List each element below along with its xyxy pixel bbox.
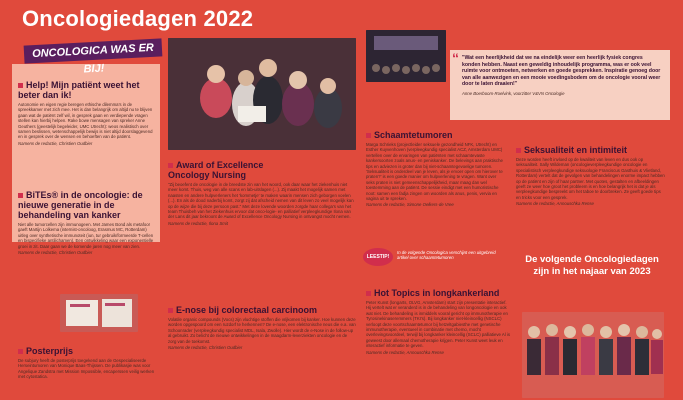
leestip-text: In de volgende Oncologica verschijnt een uitgebreid artikel over schaamtetumoren <box>397 250 496 261</box>
award-title: Award of Excellence Oncology Nursing <box>168 160 264 180</box>
quote-section <box>462 55 662 96</box>
enose-credit: Namens de redactie, Christien Oudbier <box>168 345 243 351</box>
help-body: Autonomie en eigen regie beregen ethische dilemma's in de spreekkamer met zich mee. Het is dan belangrijk om altijd nu te blijven gaan wat de patiënt zelf wil, in gesprek gaan en verdiepende vragen stellen kan hierbij helpen. Rake bowe mensagen van spreker Anne Geuthers (geestelijk begeleider, UMC Utrecht): weos realistisch over samen beslissen, wetenschappelijk bewijs is niet altijd doorslaggevend en in gesprek over de wensen en behoeften van de patiënt. <box>18 102 153 140</box>
seks-body: Deze worden heeft invloed op de kwaliteit van leven en dus ook op seksualiteit. Sally Wildeman (oncologieverpleegkundige oncologie en specialistisch verpleegkundige seksuologie Franciscus Gasthuis & Vlietland, Rotterdam) vertelt dat de gevolgen van behandelingen enorme impact hebben op de patiënt en zijn of haar partner. Met quotes, gestalten en afbeeldingen geeft ze weer hoe groot het probleem is en hoe belangrijk het is dat je als verpleegkundige bespreekt om het taboe te doorbreken. Ze geeft goede tips en tricks voor een gesprek. <box>516 157 665 200</box>
seks-section <box>516 145 666 206</box>
bites-body: Niet alle tumorcellen zijn immunogeen. Met James Bond als metafoor gaeft Martijn Lolkema (internist-oncoloog, Erasmus MC, Rotterdam) uitleg over synthetische immunoteit (iun, tur gebruik/formeerde T-cellen en bispecifieke antilichamen). Een ontwikkeling waar een exponentielle groei in zit. Daar gaan we de komende jaren nog meer van zien. <box>18 222 154 249</box>
leestip-badge: LEESTIP! <box>363 248 393 266</box>
poster-title: Posterprijs <box>18 346 156 356</box>
bites-title: BiTEs® in de oncologie: de nieuwe generatie in de behandeling van kanker <box>18 190 143 220</box>
seks-title: Seksualiteit en intimiteit <box>516 145 666 155</box>
quote-text: "Wat een heerlijkheid dat we na eindelijk weer een heerlijk fysiek congres konden hebben. Naast een geweldig inhoudelijk programma, was er ook veel ruimte voor ontmoeten, netwerken en goede gesprekken. Inspiratie genoeg door van alle aanwezigen en een mooie voedingsbodem om de oncologie vooral weer door te laten draaien!" <box>462 55 661 88</box>
schaamte-section <box>366 130 506 207</box>
bites-section <box>18 190 156 255</box>
bites-credit: Namens de redactie, Christien Oudbier <box>18 250 93 256</box>
schaamte-body: Marga Schrieks (projectleider seksuele gezondheid NFK, Utrecht) en Esther Kuyvenhoven (verpleegkundig specialist ACZ, Amsterdam UMC) vertellen over de ervaringen van patiënten met schaamtevaste kankersoorten zoals anus- en peniskanker. De belevings aan praktische tips en adviezen is groter dan bij niet-schaamtegevoelige tumoren. 'Seksualiteit is onderdeel van je leven, als je ervoer open om hierover te praten?' is een goede manier om hulpverlening te vragen. Want over seks praten is niet gemeenschappelijkheid, maar maag dan wel toestemming aan de patiënt. De sessie eindigt met een humoristische noot: samen een fadja zingen om woorden als anus, penis, vervia en vagina uit te spreken. <box>366 142 503 202</box>
poster-photo <box>60 294 138 332</box>
award-body: "Zij beoefent de oncologie in de breedste zin van het woord, ook daar waar het ziekenhuis niet meer komt. Thuis, weg van alle scans en lab-uitslagen (...). Zij maakt het mogelijk samen met naasten en andere hulpverleners het 'kommetje' te maken waarin mensen zich geborgen voelen (...). En als de dood naderbij komt, zorgt zij dat afscheid nemen van dit leven zo veel mogelijk kan op de wijze die bij deze persoon past." Met deze lovende woorden zorgde haar collega's van het team Thuisbeh van het Ziekenhuis ervoor dat onco-logie- en palliatief verpleegkundige Ilona van der Lans dit jaar bekroont de Award of Excellence Oncology Nursing in ontvangst mocht nemen. <box>168 182 354 220</box>
help-credit: Namens de redactie, Christien Oudbier <box>18 140 93 146</box>
hot-credit: Namens de redactie, Annouschka Rense <box>366 349 444 355</box>
enose-section <box>168 305 356 350</box>
award-section <box>168 160 356 226</box>
stage-photo <box>366 30 446 82</box>
enose-title: E-nose bij colorectaal carcinoom <box>168 305 356 315</box>
award-credit: Namens de redactie, Ilona Smit <box>168 220 228 226</box>
team-photo <box>522 312 664 398</box>
banner: ONCOLOGICA WAS ER BIJ! <box>24 38 163 63</box>
hot-title: Hot Topics in longkankerland <box>366 288 511 298</box>
schaamte-title: Schaamtetumoren <box>366 130 506 140</box>
page-title: Oncologiedagen 2022 <box>22 6 254 31</box>
hot-body: Peter Kunst (longarts, OLVG, Amsterdam) start zijn presentatie interactief. Hij vertelt wat er veranderd is in de behandeling van longoncologie en ook wat niet. De behandeling is inmiddels vooral gericht op immunotherapie en Tyrosinekinaseremmers (TKI's). Bij longkanker niet-kleincellig (NSCLC) verloopt deze voortschaamtetumor bij hetzeltgabiesthe met genetische immunotherapie, eventueel in combinatie met chemo, mocht overlevingsvoordeel, terwijl bij longkanker kleincellig (SCLC) palliatieve Al is geweest door allemaal chemotherapie krijgen. Peter Kunst weet leuk en interactief informatie te geven. <box>366 300 511 349</box>
poster-section <box>18 346 156 380</box>
quote-mark-icon: “ <box>452 50 459 66</box>
help-section <box>18 80 156 146</box>
next-edition: De volgende Oncologiedagen zijn in het najaar van 2023 <box>525 254 659 277</box>
help-title: Help! Mijn patiënt weet het beter dan ik! <box>18 80 140 100</box>
quote-author: Anne Boerboom-Roelvink, voorzitter V&VN Oncologie <box>462 90 565 96</box>
poster-body: De subjury heeft de posterprijs toegekend aan de Gespecialiseerde Herseintumoren van Monique Baas-Thijssen. De publikasjie was voor Angelique Zandstra met Mission Impossible, encaperssen veilig werken met cytostatica. <box>18 358 155 380</box>
enose-body: Volatile organic compounds (Vocs) zijn vluchtige stoffen die vrijkomen bij kanker. Hoe kunnen deze worden opgespoord om een ruzdorf te herkennen? De e-nose, een elektronische neus die e.a. van Schoonrader (verpleegkundig specialist MDL, Isala, Zwolle). Hier wordt de e-Nose in de follow-up al gebruikt. Zo belicht de nieuwe ontwikkelingen in de maagdarm-leverziekten oncologie en de zorg van de toekomst. <box>168 317 356 344</box>
award-photo <box>168 38 356 150</box>
schaamte-credit: Namens de redactie, Simone Oelkers-de Vree <box>366 202 454 208</box>
hot-section <box>366 288 511 355</box>
seks-credit: Namens de redactie, Annouschka Rense <box>516 201 594 207</box>
